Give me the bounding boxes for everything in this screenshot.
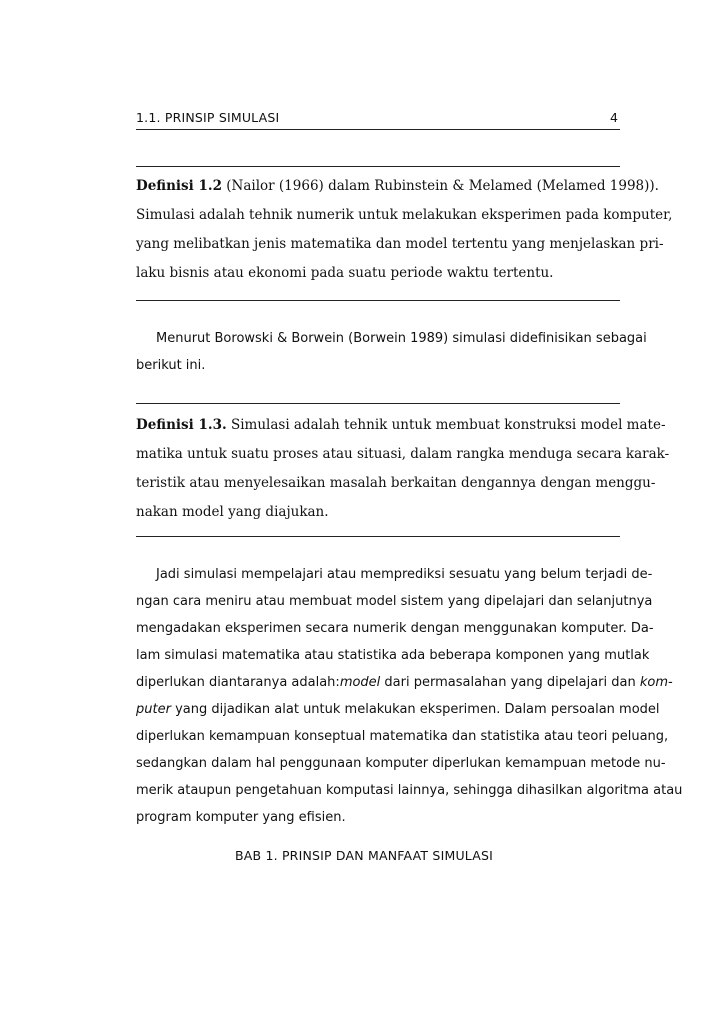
definition-bottom-rule [136, 300, 620, 301]
paragraph-line: puter yang dijadikan alat untuk melakukan eksperimen. Dalam persoalan model [136, 702, 660, 717]
paragraph-line: diperlukan diantaranya adalah:model dari permasalahan yang dipelajari dan kom- [136, 675, 673, 690]
paragraph-borowski [136, 325, 647, 379]
paragraph-line: merik ataupun pengetahuan komputasi lainnya, sehingga dihasilkan algoritma atau [136, 783, 683, 798]
paragraph-line: sedangkan dalam hal penggunaan komputer diperlukan kemampuan metode nu- [136, 756, 666, 771]
italic-term: model [339, 675, 381, 690]
running-footer: BAB 1. PRINSIP DAN MANFAAT SIMULASI [234, 848, 494, 863]
definition-line: matika untuk suatu proses atau situasi, dalam rangka menduga secara karak- [136, 446, 670, 462]
paragraph-line: Jadi simulasi mempelajari atau memprediksi sesuatu yang belum terjadi de- [156, 567, 653, 582]
paragraph-line: ngan cara meniru atau membuat model sistem yang dipelajari dan selanjutnya [136, 594, 653, 609]
header-page-number: 4 [610, 110, 618, 125]
definition-title: Definisi 1.2 [136, 178, 222, 194]
definition-line: laku bisnis atau ekonomi pada suatu periode waktu tertentu. [136, 265, 554, 281]
italic-term: kom- [639, 675, 673, 690]
definition-line: nakan model yang diajukan. [136, 504, 329, 520]
definition-line: yang melibatkan jenis matematika dan model tertentu yang menjelaskan pri- [136, 236, 664, 252]
definition-line: Definisi 1.3. Simulasi adalah tehnik untuk membuat konstruksi model mate- [136, 417, 666, 433]
paragraph-line: lam simulasi matematika atau statistika ada beberapa komponen yang mutlak [136, 648, 650, 663]
paragraph-line: Menurut Borowski & Borwein (Borwein 1989) simulasi didefinisikan sebagai [156, 331, 647, 346]
definition-1-3 [136, 411, 670, 527]
paragraph-line: mengadakan eksperimen secara numerik dengan menggunakan komputer. Da- [136, 621, 654, 636]
definition-line: Definisi 1.2 (Nailor (1966) dalam Rubinstein & Melamed (Melamed 1998)). [136, 178, 659, 194]
paragraph-line: diperlukan kemampuan konseptual matematika dan statistika atau teori peluang, [136, 729, 669, 744]
paragraph-line: berikut ini. [136, 358, 206, 373]
definition-1-2 [136, 172, 673, 288]
definition-top-rule [136, 403, 620, 404]
paragraph-line: program komputer yang efisien. [136, 810, 346, 825]
header-section-title: 1.1. PRINSIP SIMULASI [136, 110, 280, 125]
definition-top-rule [136, 166, 620, 167]
definition-line: Simulasi adalah tehnik numerik untuk melakukan eksperimen pada komputer, [136, 207, 673, 223]
definition-title: Definisi 1.3. [136, 417, 227, 433]
paragraph-jadi-simulasi [136, 561, 683, 831]
italic-term: puter [136, 702, 171, 717]
definition-bottom-rule [136, 536, 620, 537]
header-rule [136, 129, 620, 130]
definition-line: teristik atau menyelesaikan masalah berkaitan dengannya dengan menggu- [136, 475, 656, 491]
